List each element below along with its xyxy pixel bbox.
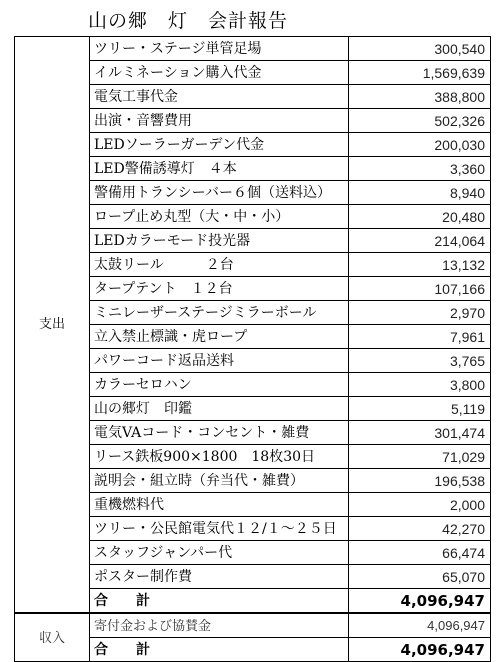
expense-amount: 8,940 [349, 181, 491, 205]
expense-amount: 2,970 [349, 301, 491, 325]
expense-amount: 66,474 [349, 541, 491, 565]
expense-item: ツリー・公民館電気代１２/１～２５日 [90, 517, 349, 541]
expense-amount: 2,000 [349, 493, 491, 517]
income-total-amount: 4,096,947 [349, 638, 491, 662]
expense-amount: 71,029 [349, 445, 491, 469]
expense-item: LED警備誘導灯 ４本 [90, 157, 349, 181]
expense-item: 立入禁止標識・虎ロープ [90, 325, 349, 349]
expense-item: 重機燃料代 [90, 493, 349, 517]
expense-item: スタッフジャンパー代 [90, 541, 349, 565]
expense-amount: 20,480 [349, 205, 491, 229]
expense-item: タープテント １２台 [90, 277, 349, 301]
expense-amount: 214,064 [349, 229, 491, 253]
expense-amount: 196,538 [349, 469, 491, 493]
expense-item: ロープ止め丸型（大・中・小） [90, 205, 349, 229]
expense-total-label: 合 計 [90, 589, 349, 614]
expense-amount: 502,326 [349, 109, 491, 133]
expense-item: 太鼓リール ２台 [90, 253, 349, 277]
expense-item: LEDカラーモード投光器 [90, 229, 349, 253]
expense-amount: 7,961 [349, 325, 491, 349]
report-title: 山の郷 灯 会計報告 [88, 6, 488, 37]
expense-amount: 3,800 [349, 373, 491, 397]
expense-item: ツリー・ステージ単管足場 [90, 37, 349, 61]
expense-item: LEDソーラーガーデン代金 [90, 133, 349, 157]
expense-row [15, 37, 491, 61]
expense-amount: 300,540 [349, 37, 491, 61]
expense-item: パワーコード返品送料 [90, 349, 349, 373]
expense-amount: 1,569,639 [349, 61, 491, 85]
expense-amount: 65,070 [349, 565, 491, 589]
expense-total-amount: 4,096,947 [349, 589, 491, 614]
expense-item: 山の郷灯 印鑑 [90, 397, 349, 421]
expense-item: リース鉄板900×1800 18枚30日 [90, 445, 349, 469]
expense-item: 説明会・組立時（弁当代・雑費） [90, 469, 349, 493]
expense-item: 電気VAコード・コンセント・雑費 [90, 421, 349, 445]
expense-item: カラーセロハン [90, 373, 349, 397]
income-total-label: 合 計 [90, 638, 349, 662]
expense-item: 警備用トランシーバー６個（送料込） [90, 181, 349, 205]
expense-category-label: 支出 [15, 37, 90, 614]
expense-item: イルミネーション購入代金 [90, 61, 349, 85]
accounting-table [14, 36, 491, 662]
expense-item: ポスター制作費 [90, 565, 349, 589]
income-category-label: 収入 [15, 613, 90, 662]
expense-amount: 301,474 [349, 421, 491, 445]
expense-amount: 200,030 [349, 133, 491, 157]
income-row [15, 613, 491, 638]
expense-amount: 3,360 [349, 157, 491, 181]
income-amount: 4,096,947 [349, 613, 491, 638]
expense-amount: 5,119 [349, 397, 491, 421]
expense-item: 電気工事代金 [90, 85, 349, 109]
income-item: 寄付金および協賛金 [90, 613, 349, 638]
expense-amount: 388,800 [349, 85, 491, 109]
expense-item: ミニレーザーステージミラーボール [90, 301, 349, 325]
expense-amount: 13,132 [349, 253, 491, 277]
expense-amount: 107,166 [349, 277, 491, 301]
expense-item: 出演・音響費用 [90, 109, 349, 133]
expense-amount: 3,765 [349, 349, 491, 373]
expense-amount: 42,270 [349, 517, 491, 541]
